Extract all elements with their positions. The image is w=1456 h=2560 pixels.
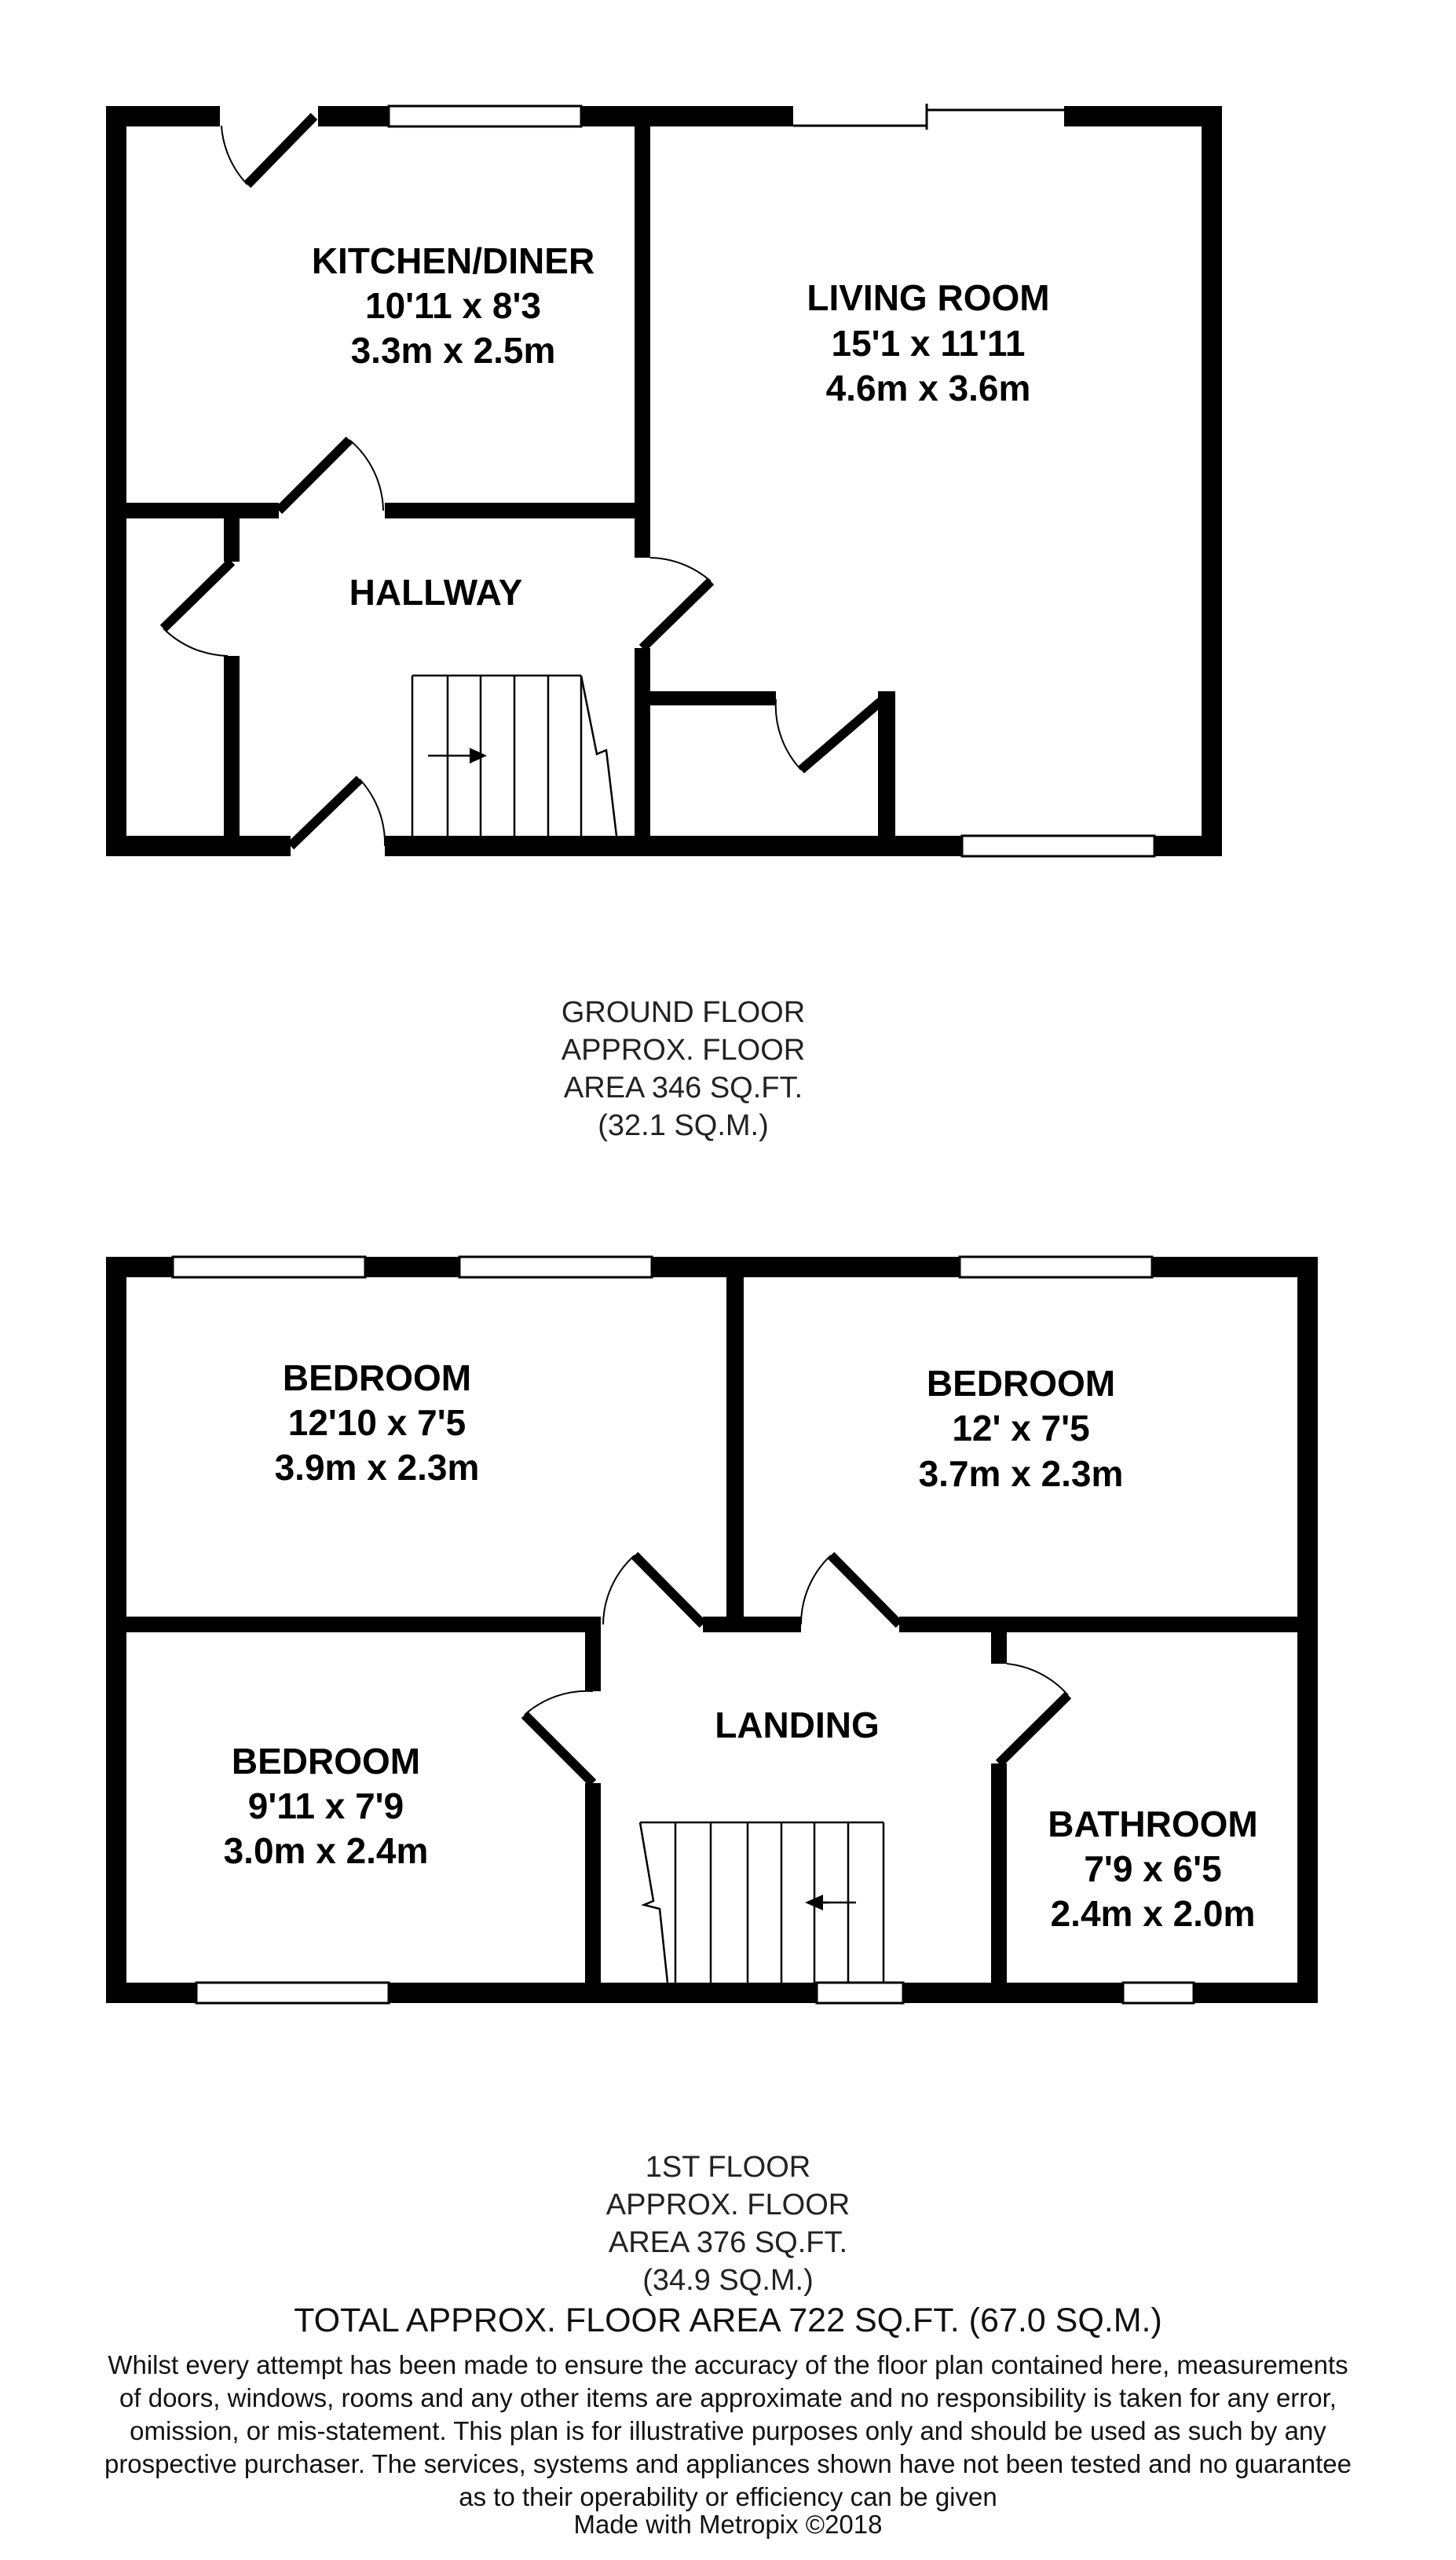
gf-wall-kitchen-living <box>635 106 650 558</box>
gf-hall-kitchen-door-leaf <box>279 440 349 511</box>
ff-wall-bed1-bottom <box>106 1617 589 1632</box>
gf-living-window <box>962 836 1154 856</box>
hallway-name: HALLWAY <box>349 572 523 613</box>
disclaimer <box>24 2349 1432 2514</box>
ff-stairs <box>640 1822 883 1983</box>
ff-bathroom-window <box>1123 1983 1194 2003</box>
living-metric: 4.6m x 3.6m <box>825 368 1031 408</box>
gf-wall-bottom-c <box>1154 836 1222 856</box>
ff-caption-line3: AREA 376 SQ.FT. <box>608 2226 848 2259</box>
ff-bedroom2-window <box>960 1257 1152 1277</box>
gf-cupboard-door-leaf <box>163 562 232 628</box>
first-floor-caption <box>532 2148 924 2299</box>
kitchen-imperial: 10'11 x 8'3 <box>365 285 541 326</box>
ff-bedroom2-door-swing <box>801 1555 831 1624</box>
gf-wall-hall-living-lower <box>635 648 650 856</box>
gf-closet-door-swing <box>776 699 801 770</box>
gf-kitchen-door-swing <box>221 126 247 185</box>
gf-wall-bottom-a <box>106 836 291 856</box>
gf-wall-left <box>106 106 126 856</box>
kitchen-metric: 3.3m x 2.5m <box>350 330 556 371</box>
bedroom2-imperial: 12' x 7'5 <box>952 1408 1090 1448</box>
gf-stairs <box>412 676 616 836</box>
gf-wall-right <box>1202 106 1222 856</box>
bathroom-imperial: 7'9 x 6'5 <box>1084 1848 1222 1889</box>
bedroom3-imperial: 9'11 x 7'9 <box>247 1785 404 1826</box>
bedroom3-metric: 3.0m x 2.4m <box>223 1830 429 1871</box>
ff-bedroom1-door-leaf <box>635 1555 703 1624</box>
gf-front-door-leaf <box>291 779 360 846</box>
gf-caption-line1: GROUND FLOOR <box>561 996 806 1029</box>
ff-caption-line4: (34.9 SQ.M.) <box>642 2264 814 2297</box>
ff-bedroom1-window-a <box>173 1257 365 1277</box>
ff-wall-bed3-landing-top <box>585 1617 601 1691</box>
landing-name: LANDING <box>715 1705 880 1745</box>
metropix-credit: Made with Metropix ©2018 <box>573 2510 883 2539</box>
ff-bathroom-door-leaf <box>999 1695 1068 1763</box>
disclaimer-line: prospective purchaser. The services, systems and appliances shown have not been tested and no guarantee <box>104 2449 1352 2478</box>
bedroom1-imperial: 12'10 x 7'5 <box>287 1402 466 1443</box>
disclaimer-line: Whilst every attempt has been made to ensure the accuracy of the floor plan contained here, measurements <box>108 2350 1348 2379</box>
gf-caption-line3: AREA 346 SQ.FT. <box>563 1071 803 1104</box>
gf-wall-kitchen-bottom-a <box>106 503 279 518</box>
living-imperial: 15'1 x 11'11 <box>831 323 1026 364</box>
bedroom1-metric: 3.9m x 2.3m <box>274 1447 480 1488</box>
disclaimer-line: omission, or mis-statement. This plan is for illustrative purposes only and should be used as such by any <box>130 2416 1326 2445</box>
ff-bathroom-door-swing <box>1007 1664 1068 1695</box>
ff-bedroom1-window-b <box>459 1257 652 1277</box>
gf-front-door-swing <box>360 779 385 846</box>
ground-floor-caption <box>487 994 880 1144</box>
disclaimer-line: of doors, windows, rooms and any other items are approximate and no responsibility is taken for any error, <box>119 2383 1337 2412</box>
ff-wall-bed3-landing-bottom <box>585 1783 601 2003</box>
ff-bedroom3-door-leaf <box>525 1715 593 1783</box>
bathroom-metric: 2.4m x 2.0m <box>1050 1893 1256 1934</box>
ff-landing-window <box>817 1983 903 2003</box>
ground-floor-plan <box>106 104 1222 856</box>
ff-wall-bath-landing-bottom <box>991 1763 1007 2003</box>
gf-stairs-arrow <box>470 748 487 764</box>
gf-hall-kitchen-door-swing <box>349 440 383 511</box>
gf-wall-top-c <box>1064 106 1222 126</box>
gf-wall-closet-right <box>878 691 895 856</box>
ff-wall-landing-top <box>703 1617 801 1632</box>
ff-caption-line1: 1ST FLOOR <box>645 2151 811 2184</box>
bathroom-name: BATHROOM <box>1048 1804 1258 1844</box>
disclaimer-line: as to their operability or efficiency can be given <box>459 2482 997 2511</box>
gf-cupboard-door-swing <box>163 628 228 656</box>
ff-bedroom3-door-swing <box>525 1691 593 1715</box>
first-floor-plan <box>106 1257 1318 2003</box>
ff-wall-bath-landing-top <box>991 1617 1007 1664</box>
gf-living-door-leaf <box>642 581 711 648</box>
gf-closet-door-leaf <box>801 699 883 770</box>
bedroom2-metric: 3.7m x 2.3m <box>918 1453 1124 1494</box>
ff-wall-bed1-bed2 <box>726 1277 744 1623</box>
total-floor-area: TOTAL APPROX. FLOOR AREA 722 SQ.FT. (67.0 SQ.M.) <box>294 2302 1162 2339</box>
bedroom1-name: BEDROOM <box>282 1357 472 1398</box>
gf-wall-cupboard-top <box>224 518 240 562</box>
gf-kitchen-window <box>389 106 581 126</box>
gf-caption-line4: (32.1 SQ.M.) <box>598 1109 769 1142</box>
living-name: LIVING ROOM <box>807 277 1050 318</box>
gf-living-door-swing <box>650 558 711 581</box>
gf-caption-line2: APPROX. FLOOR <box>561 1034 806 1067</box>
ff-bedroom2-door-leaf <box>831 1555 899 1624</box>
ff-bedroom1-door-swing <box>603 1555 635 1624</box>
ff-wall-bed2-bottom <box>899 1617 1318 1632</box>
kitchen-name: KITCHEN/DINER <box>311 240 595 281</box>
bedroom2-name: BEDROOM <box>926 1363 1116 1404</box>
gf-wall-closet-top <box>650 691 776 705</box>
gf-wall-kitchen-bottom-b <box>385 503 650 518</box>
bedroom3-name: BEDROOM <box>231 1741 421 1782</box>
gf-kitchen-door-leaf <box>247 116 314 185</box>
ff-caption-line2: APPROX. FLOOR <box>605 2188 851 2221</box>
gf-wall-top-a <box>106 106 220 126</box>
ff-bedroom3-window <box>196 1983 389 2003</box>
gf-wall-cupboard-bottom <box>224 656 240 856</box>
